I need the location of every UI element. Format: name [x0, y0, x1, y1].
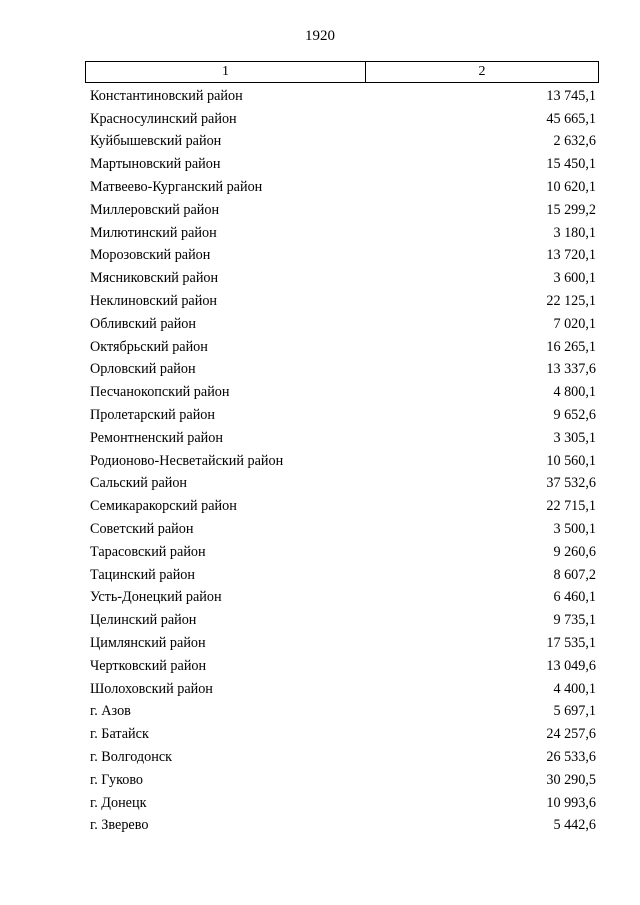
district-name: Шолоховский район [90, 680, 213, 697]
column-header-1: 1 [86, 62, 366, 82]
table-row [90, 541, 596, 564]
table-row [90, 245, 596, 268]
table-row [90, 290, 596, 313]
table-row [90, 655, 596, 678]
table-row [90, 495, 596, 518]
district-name: Тарасовский район [90, 543, 206, 560]
table-row [90, 792, 596, 815]
district-name: Неклиновский район [90, 293, 218, 310]
table-row [90, 678, 596, 701]
table-row [90, 587, 596, 610]
district-name: Цимлянский район [90, 635, 206, 652]
district-value: 3 305,1 [553, 429, 596, 446]
district-name: Константиновский район [90, 87, 243, 104]
table-row [90, 108, 596, 131]
table-header [85, 61, 599, 83]
district-value: 13 049,6 [546, 657, 596, 674]
district-value: 15 450,1 [546, 156, 596, 173]
district-name: Милютинский район [90, 224, 217, 241]
district-value: 9 260,6 [553, 543, 596, 560]
district-name: Сальский район [90, 475, 188, 492]
district-value: 37 532,6 [546, 475, 596, 492]
table-body [90, 85, 596, 837]
district-value: 5 442,6 [553, 817, 596, 834]
table-row [90, 381, 596, 404]
table-row [90, 222, 596, 245]
district-value: 2 632,6 [553, 133, 596, 150]
column-header-2: 2 [478, 64, 486, 79]
district-value: 3 180,1 [553, 224, 596, 241]
district-value: 9 652,6 [553, 407, 596, 424]
district-name: Родионово-Несветайский район [90, 452, 284, 469]
table-row [90, 404, 596, 427]
table-row [90, 701, 596, 724]
district-value: 4 800,1 [553, 384, 596, 401]
table-row [90, 176, 596, 199]
district-name: Мартыновский район [90, 156, 221, 173]
table-row [90, 131, 596, 154]
table-row [90, 450, 596, 473]
district-value: 7 020,1 [553, 315, 596, 332]
table-row [90, 769, 596, 792]
district-value: 4 400,1 [553, 680, 596, 697]
table-row [90, 473, 596, 496]
district-name: Обливский район [90, 315, 196, 332]
district-name: Миллеровский район [90, 201, 220, 218]
district-name: Куйбышевский район [90, 133, 222, 150]
district-name: Целинский район [90, 612, 197, 629]
table-row [90, 427, 596, 450]
table-row [90, 564, 596, 587]
district-value: 22 715,1 [546, 498, 596, 515]
district-name: г. Азов [90, 703, 131, 720]
table-row [90, 153, 596, 176]
table-row [90, 518, 596, 541]
district-value: 45 665,1 [546, 110, 596, 127]
district-value: 10 993,6 [546, 794, 596, 811]
table-row [90, 336, 596, 359]
district-value: 6 460,1 [553, 589, 596, 606]
district-value: 30 290,5 [546, 771, 596, 788]
district-name: Ремонтненский район [90, 429, 223, 446]
district-value: 3 500,1 [553, 521, 596, 538]
district-value: 17 535,1 [546, 635, 596, 652]
district-value: 13 720,1 [546, 247, 596, 264]
district-value: 26 533,6 [546, 749, 596, 765]
district-value: 10 620,1 [546, 179, 596, 196]
table-row [90, 609, 596, 632]
district-value: 5 697,1 [553, 703, 596, 720]
table-row [90, 199, 596, 222]
district-name: Советский район [90, 521, 194, 538]
district-name: Чертковский район [90, 657, 207, 674]
district-name: г. Батайск [90, 726, 149, 743]
district-name: Семикаракорский район [90, 498, 237, 515]
district-value: 22 125,1 [546, 293, 596, 310]
district-name: Морозовский район [90, 247, 211, 264]
district-name: г. Зверево [90, 817, 149, 834]
district-value: 8 607,2 [553, 566, 596, 583]
district-name: г. Волгодонск [90, 749, 173, 765]
district-value: 15 299,2 [546, 201, 596, 218]
table-row [90, 359, 596, 382]
district-value: 24 257,6 [546, 726, 596, 743]
district-name: Октябрьский район [90, 338, 208, 355]
district-name: г. Гуково [90, 771, 144, 788]
district-value: 10 560,1 [546, 452, 596, 469]
district-value: 13 745,1 [546, 87, 596, 104]
table-row [90, 632, 596, 655]
table-row [90, 267, 596, 290]
district-name: г. Донецк [90, 794, 147, 811]
table-row [90, 85, 596, 108]
district-name: Усть-Донецкий район [90, 589, 222, 606]
table-row [90, 313, 596, 336]
district-name: Пролетарский район [90, 407, 215, 424]
district-name: Красносулинский район [90, 110, 237, 127]
table-row [90, 815, 596, 838]
district-value: 3 600,1 [553, 270, 596, 287]
district-name: Песчанокопский район [90, 384, 230, 401]
page-number: 1920 [305, 28, 335, 44]
district-name: Тацинский район [90, 566, 195, 583]
district-value: 13 337,6 [546, 361, 596, 378]
district-value: 16 265,1 [546, 338, 596, 355]
district-name: Орловский район [90, 361, 196, 378]
district-name: Матвеево-Курганский район [90, 179, 263, 196]
table-row [90, 723, 596, 746]
table-row [90, 746, 596, 769]
district-value: 9 735,1 [553, 612, 596, 629]
district-name: Мясниковский район [90, 270, 219, 287]
